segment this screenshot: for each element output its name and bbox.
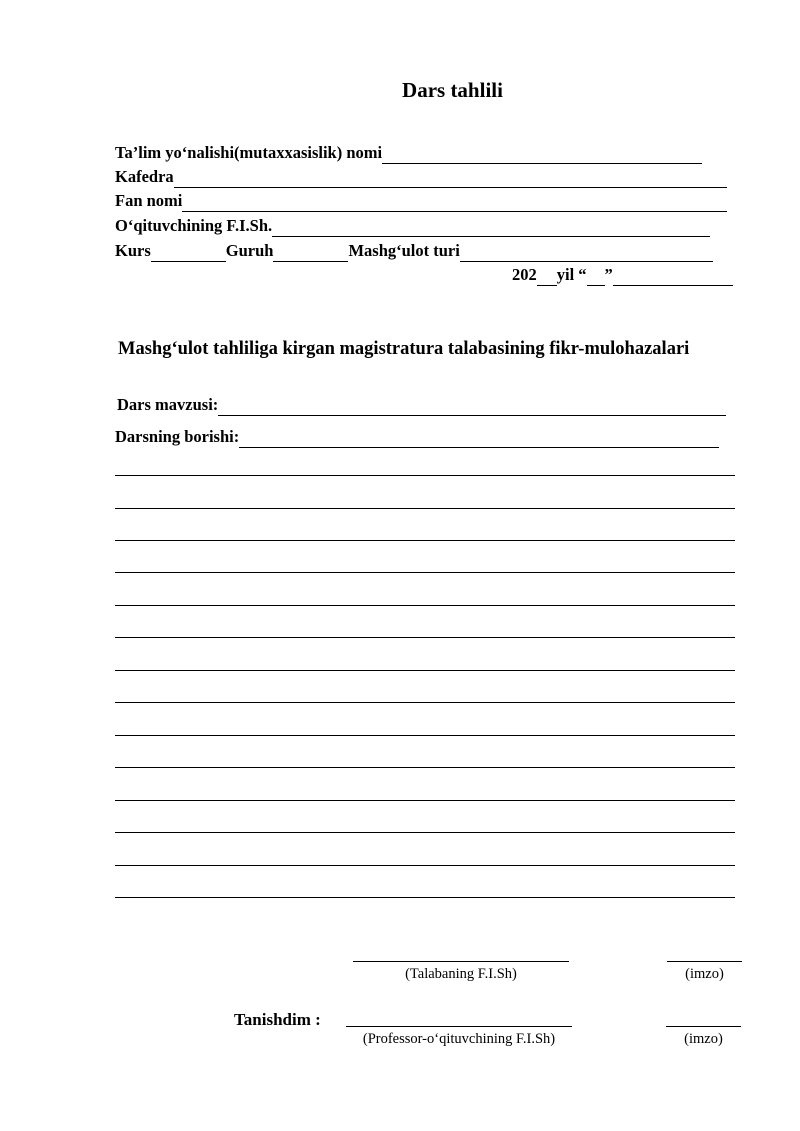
writing-line[interactable] (115, 572, 735, 573)
student-signature-line[interactable] (667, 961, 742, 962)
writing-line[interactable] (115, 832, 735, 833)
subject-label: Fan nomi (115, 191, 183, 210)
writing-line[interactable] (115, 605, 735, 606)
course-group-row (115, 240, 713, 262)
acknowledged-label: Tanishdim : (234, 1010, 321, 1029)
writing-line[interactable] (115, 800, 735, 801)
writing-line[interactable] (115, 540, 735, 541)
group-label: Guruh (225, 241, 274, 260)
student-name-line[interactable] (353, 961, 569, 962)
progress-blank[interactable] (239, 430, 719, 448)
writing-line[interactable] (115, 475, 735, 476)
day-close: ” (604, 265, 613, 284)
student-signature-caption: (imzo) (685, 966, 724, 982)
writing-line[interactable] (115, 767, 735, 768)
student-name-caption: (Talabaning F.I.Sh) (405, 966, 517, 982)
department-label: Kafedra (115, 167, 174, 186)
department-field (115, 166, 727, 188)
teacher-label: O‘qituvchining F.I.Sh. (115, 216, 273, 235)
month-blank[interactable] (613, 268, 733, 286)
professor-signature-caption: (imzo) (684, 1031, 723, 1047)
year-prefix: 202 (512, 265, 537, 284)
writing-line[interactable] (115, 865, 735, 866)
teacher-field (115, 215, 710, 237)
teacher-blank[interactable] (272, 219, 710, 237)
writing-line[interactable] (115, 702, 735, 703)
progress-field (115, 426, 719, 448)
writing-line[interactable] (115, 735, 735, 736)
topic-blank[interactable] (218, 398, 726, 416)
lesson-type-label: Mashg‘ulot turi (348, 241, 460, 260)
group-blank[interactable] (273, 244, 348, 262)
progress-label: Darsning borishi: (115, 427, 240, 446)
writing-line[interactable] (115, 897, 735, 898)
course-label: Kurs (115, 241, 151, 260)
topic-field (117, 394, 726, 416)
section-subtitle: Mashg‘ulot tahliliga kirgan magistratura talabasining fikr-mulohazalari (118, 339, 690, 359)
subject-blank[interactable] (182, 194, 727, 212)
year-suffix: yil “ (556, 265, 587, 284)
professor-name-line[interactable] (346, 1026, 572, 1027)
direction-label: Ta’lim yo‘nalishi(mutaxxasislik) nomi (115, 143, 383, 162)
subject-field (115, 190, 727, 212)
document-title: Dars tahlili (402, 78, 503, 102)
professor-signature-line[interactable] (666, 1026, 741, 1027)
direction-blank[interactable] (382, 146, 702, 164)
professor-name-caption: (Professor-o‘qituvchining F.I.Sh) (362, 1031, 556, 1047)
department-blank[interactable] (174, 170, 727, 188)
date-row (512, 264, 733, 286)
course-blank[interactable] (151, 244, 226, 262)
writing-line[interactable] (115, 670, 735, 671)
writing-line[interactable] (115, 637, 735, 638)
year-blank[interactable] (537, 268, 557, 286)
topic-label: Dars mavzusi: (117, 395, 219, 414)
day-blank[interactable] (587, 268, 605, 286)
direction-field (115, 142, 702, 164)
lesson-type-blank[interactable] (460, 244, 713, 262)
writing-line[interactable] (115, 508, 735, 509)
